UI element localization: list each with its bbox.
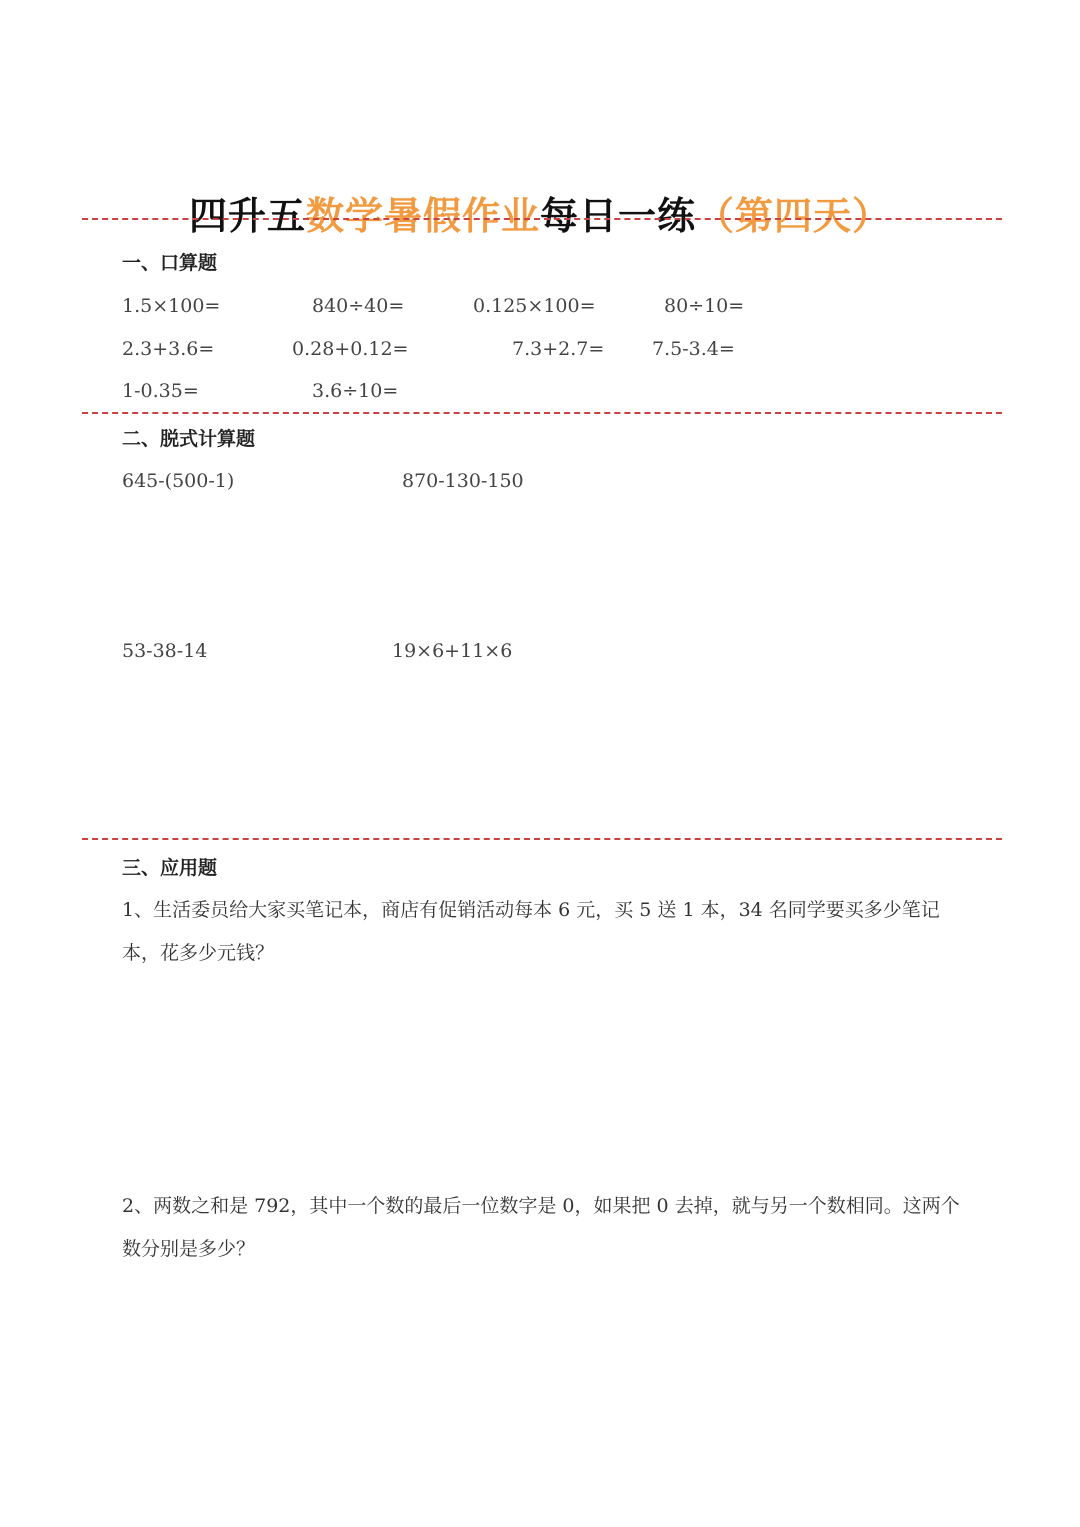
title-part-3: 每日一练 — [540, 193, 697, 239]
section-heading-step-calculation: 二、脱式计算题 — [122, 428, 256, 450]
page-title — [0, 185, 1080, 240]
step-calculation-item: 53-38-14 — [122, 640, 208, 662]
word-problem-2: 2、两数之和是 792，其中一个数的最后一位数字是 0，如果把 0 去掉，就与另一个数相同。这两个数分别是多少？ — [122, 1195, 960, 1260]
mental-math-item: 3.6÷10= — [312, 380, 399, 402]
title-part-2: 数学暑假作业 — [305, 193, 540, 239]
mental-math-item: 80÷10= — [664, 295, 745, 317]
step-calculation-item: 645-(500-1) — [122, 470, 235, 492]
mental-math-item: 0.125×100= — [473, 295, 596, 317]
mental-math-item: 7.3+2.7= — [512, 338, 605, 360]
mental-math-item: 2.3+3.6= — [122, 338, 215, 360]
mental-math-item: 840÷40= — [312, 295, 405, 317]
title-part-4: （第四天） — [696, 193, 892, 239]
word-problem-1: 1、生活委员给大家买笔记本，商店有促销活动每本 6 元，买 5 送 1 本，34 名同学要买多少笔记本，花多少元钱？ — [122, 899, 940, 964]
mental-math-item: 0.28+0.12= — [292, 338, 409, 360]
mental-math-item: 1.5×100= — [122, 295, 221, 317]
divider-section-2 — [82, 412, 1002, 414]
title-part-1: 四升五 — [188, 193, 306, 239]
divider-top — [82, 218, 1002, 220]
section-heading-word-problems: 三、应用题 — [122, 857, 218, 879]
mental-math-item: 7.5-3.4= — [652, 338, 735, 360]
step-calculation-item: 19×6+11×6 — [392, 640, 513, 662]
mental-math-item: 1-0.35= — [122, 380, 199, 402]
step-calculation-item: 870-130-150 — [402, 470, 524, 492]
section-heading-mental-math: 一、口算题 — [122, 252, 218, 274]
divider-section-3 — [82, 838, 1002, 840]
